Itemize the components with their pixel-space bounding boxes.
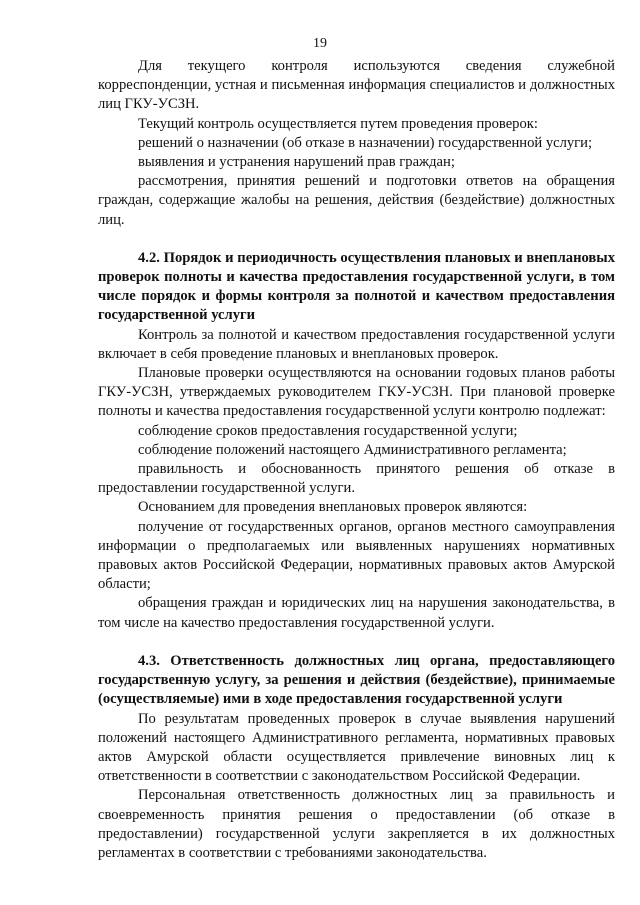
list-item: правильность и обоснованность принятого решения об отказе в предоставлении государственной услуги. [98,461,615,497]
paragraph: Плановые проверки осуществляются на основании годовых планов работы ГКУ-УСЗН, утверждаемых руководителем ГКУ-УСЗН. При плановой проверке полноты и качества предоставления государственной услуги контролю подлежат: [98,365,615,420]
list-item: рассмотрения, принятия решений и подготовки ответов на обращения граждан, содержащие жалобы на решения, действия (бездействие) должностных лиц. [98,173,615,228]
page-number: 19 [313,36,327,51]
list-item: получение от государственных органов, органов местного самоуправления информации о предполагаемых или выявленных нарушениях нормативных правовых актов Российской Федерации, нормативных правовых актов Амурской области; [98,518,615,593]
paragraph: Контроль за полнотой и качеством предоставления государственной услуги включает в себя проведение плановых и внеплановых проверок. [98,326,615,362]
list-item: выявления и устранения нарушений прав граждан; [138,154,455,171]
list-item: соблюдение положений настоящего Административного регламента; [138,441,567,458]
list-item: соблюдение сроков предоставления государственной услуги; [138,422,518,439]
paragraph: Для текущего контроля используются сведения служебной корреспонденции, устная и письменная информация специалистов и должностных лиц ГКУ-УСЗН. [98,58,615,113]
paragraph: Основанием для проведения внеплановых проверок являются: [138,499,528,516]
paragraph: По результатам проведенных проверок в случае выявления нарушений положений настоящего Административного регламента, нормативных правовых актов Амурской области осуществляется привлечение виновных лиц к ответственности в соответствии с законодательством Российской Федерации. [98,710,615,785]
list-item: решений о назначении (об отказе в назначении) государственной услуги; [138,134,593,151]
spacer [98,633,615,652]
paragraph: Персональная ответственность должностных лиц за правильность и своевременность принятия решения о предоставлении (об отказе в предоставлении) государственной услуги закрепляется в их должностных регламентах в соответствии с требованиями законодательства. [98,787,615,861]
section-heading-4-3: 4.3. Ответственность должностных лиц органа, предоставляющего государственную услугу, за решения и действия (бездействие), принимаемые (осуществляемые) ими в ходе предоставления государственной услуги [98,652,615,708]
document-body [98,57,615,863]
section-heading-4-2: 4.2. Порядок и периодичность осуществления плановых и внеплановых проверок полноты и качества предоставления государственной услуги, в том числе порядок и формы контроля за полнотой и качеством предоставления государственной услуги [98,249,615,324]
spacer [98,230,615,249]
paragraph: Текущий контроль осуществляется путем проведения проверок: [138,115,538,132]
list-item: обращения граждан и юридических лиц на нарушения законодательства, в том числе на качество предоставления государственной услуги. [98,595,615,631]
